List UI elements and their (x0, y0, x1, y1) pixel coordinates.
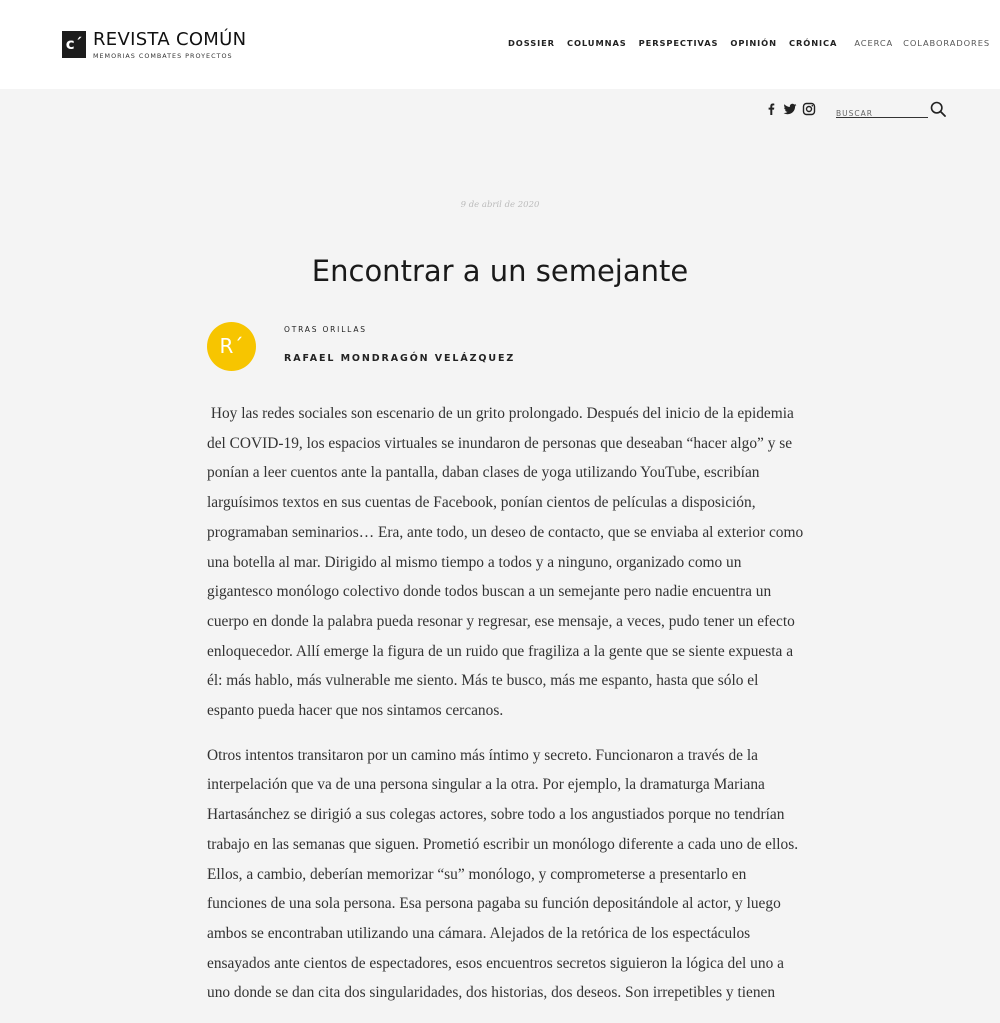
nav-perspectivas[interactable]: PERSPECTIVAS (638, 38, 719, 48)
search-field (836, 101, 928, 118)
author-avatar[interactable]: R´ (207, 322, 256, 371)
main-nav (508, 38, 1000, 48)
nav-cronica[interactable]: CRÓNICA (788, 38, 838, 48)
author-name[interactable]: RAFAEL MONDRAGÓN VELÁZQUEZ (284, 353, 516, 364)
column-label[interactable]: OTRAS ORILLAS (284, 325, 367, 334)
social-links (764, 101, 821, 115)
facebook-icon[interactable] (764, 101, 778, 115)
article-body (207, 399, 807, 1023)
article-date: 9 de abril de 2020 (460, 200, 540, 210)
article-paragraph: Otros intentos transitaron por un camino más íntimo y secreto. Funcionaron a través de la interpelación que va de una persona singular a la otra. Por ejemplo, la dramaturga Mariana Hartasánchez se dirigió a sus colegas actores, sobre todo a los angustiados porque no tendrían trabajo en las semanas que siguen. Prometió escribir un monólogo diferente a cada uno de ellos. Ellos, a cambio, deberían memorizar “su” monólogo, y comprometerse a presentarlo en funciones de una sola persona. Esa persona pagaba su función depositándole al actor, y luego ambos se encontraban utilizando una cámara. Alejados de la retórica de los espectáculos ensayados ante cientos de espectadores, esos encuentros secretos siguieron la lógica del uno a uno donde se dan cita dos singularidades, dos historias, dos deseos. Son irrepetibles y tienen (207, 746, 802, 1002)
nav-acerca[interactable]: ACERCA (854, 38, 894, 48)
logo-mark: c´ (62, 31, 86, 58)
site-logo[interactable] (62, 31, 246, 60)
site-title: REVISTA COMÚN (93, 29, 247, 50)
logo-text (93, 31, 246, 60)
article-title: Encontrar a un semejante (311, 254, 689, 288)
nav-columnas[interactable]: COLUMNAS (566, 38, 627, 48)
article-paragraph: Hoy las redes sociales son escenario de un grito prolongado. Después del inicio de la epidemia del COVID-19, los espacios virtuales se inundaron de personas que deseaban “hacer algo” y se ponían a leer cuentos ante la pantalla, daban clases de yoga utilizando YouTube, escribían larguísimos textos en sus cuentas de Facebook, ponían cientos de películas a disposición, programaban seminarios… Era, ante todo, un deseo de contacto, que se enviaba al exterior como una botella al mar. Dirigido al mismo tiempo a todos y a ninguno, organizado como un gigantesco monólogo colectivo donde todos buscan a un semejante pero nadie encuentra un cuerpo en donde la palabra pueda resonar y regresar, ese mensaje, a veces, pudo tener un efecto enloquecedor. Allí emerge la figura de un ruido que fragiliza a la gente que se siente expuesta a él: más hablo, más vulnerable me siento. Más te busco, más me espanto, hasta que sólo el espanto pueda hacer que nos sintamos cercanos. (207, 405, 808, 720)
instagram-icon[interactable] (802, 101, 816, 115)
site-subtitle: MEMORIAS COMBATES PROYECTOS (93, 52, 233, 60)
site-header (0, 0, 1000, 89)
nav-colaboradores[interactable]: COLABORADORES (903, 38, 991, 48)
nav-dossier[interactable]: DOSSIER (508, 38, 555, 48)
twitter-icon[interactable] (783, 101, 797, 115)
nav-opinion[interactable]: OPINIÓN (730, 38, 777, 48)
search-icon[interactable] (930, 101, 946, 117)
search-input[interactable] (836, 107, 926, 121)
